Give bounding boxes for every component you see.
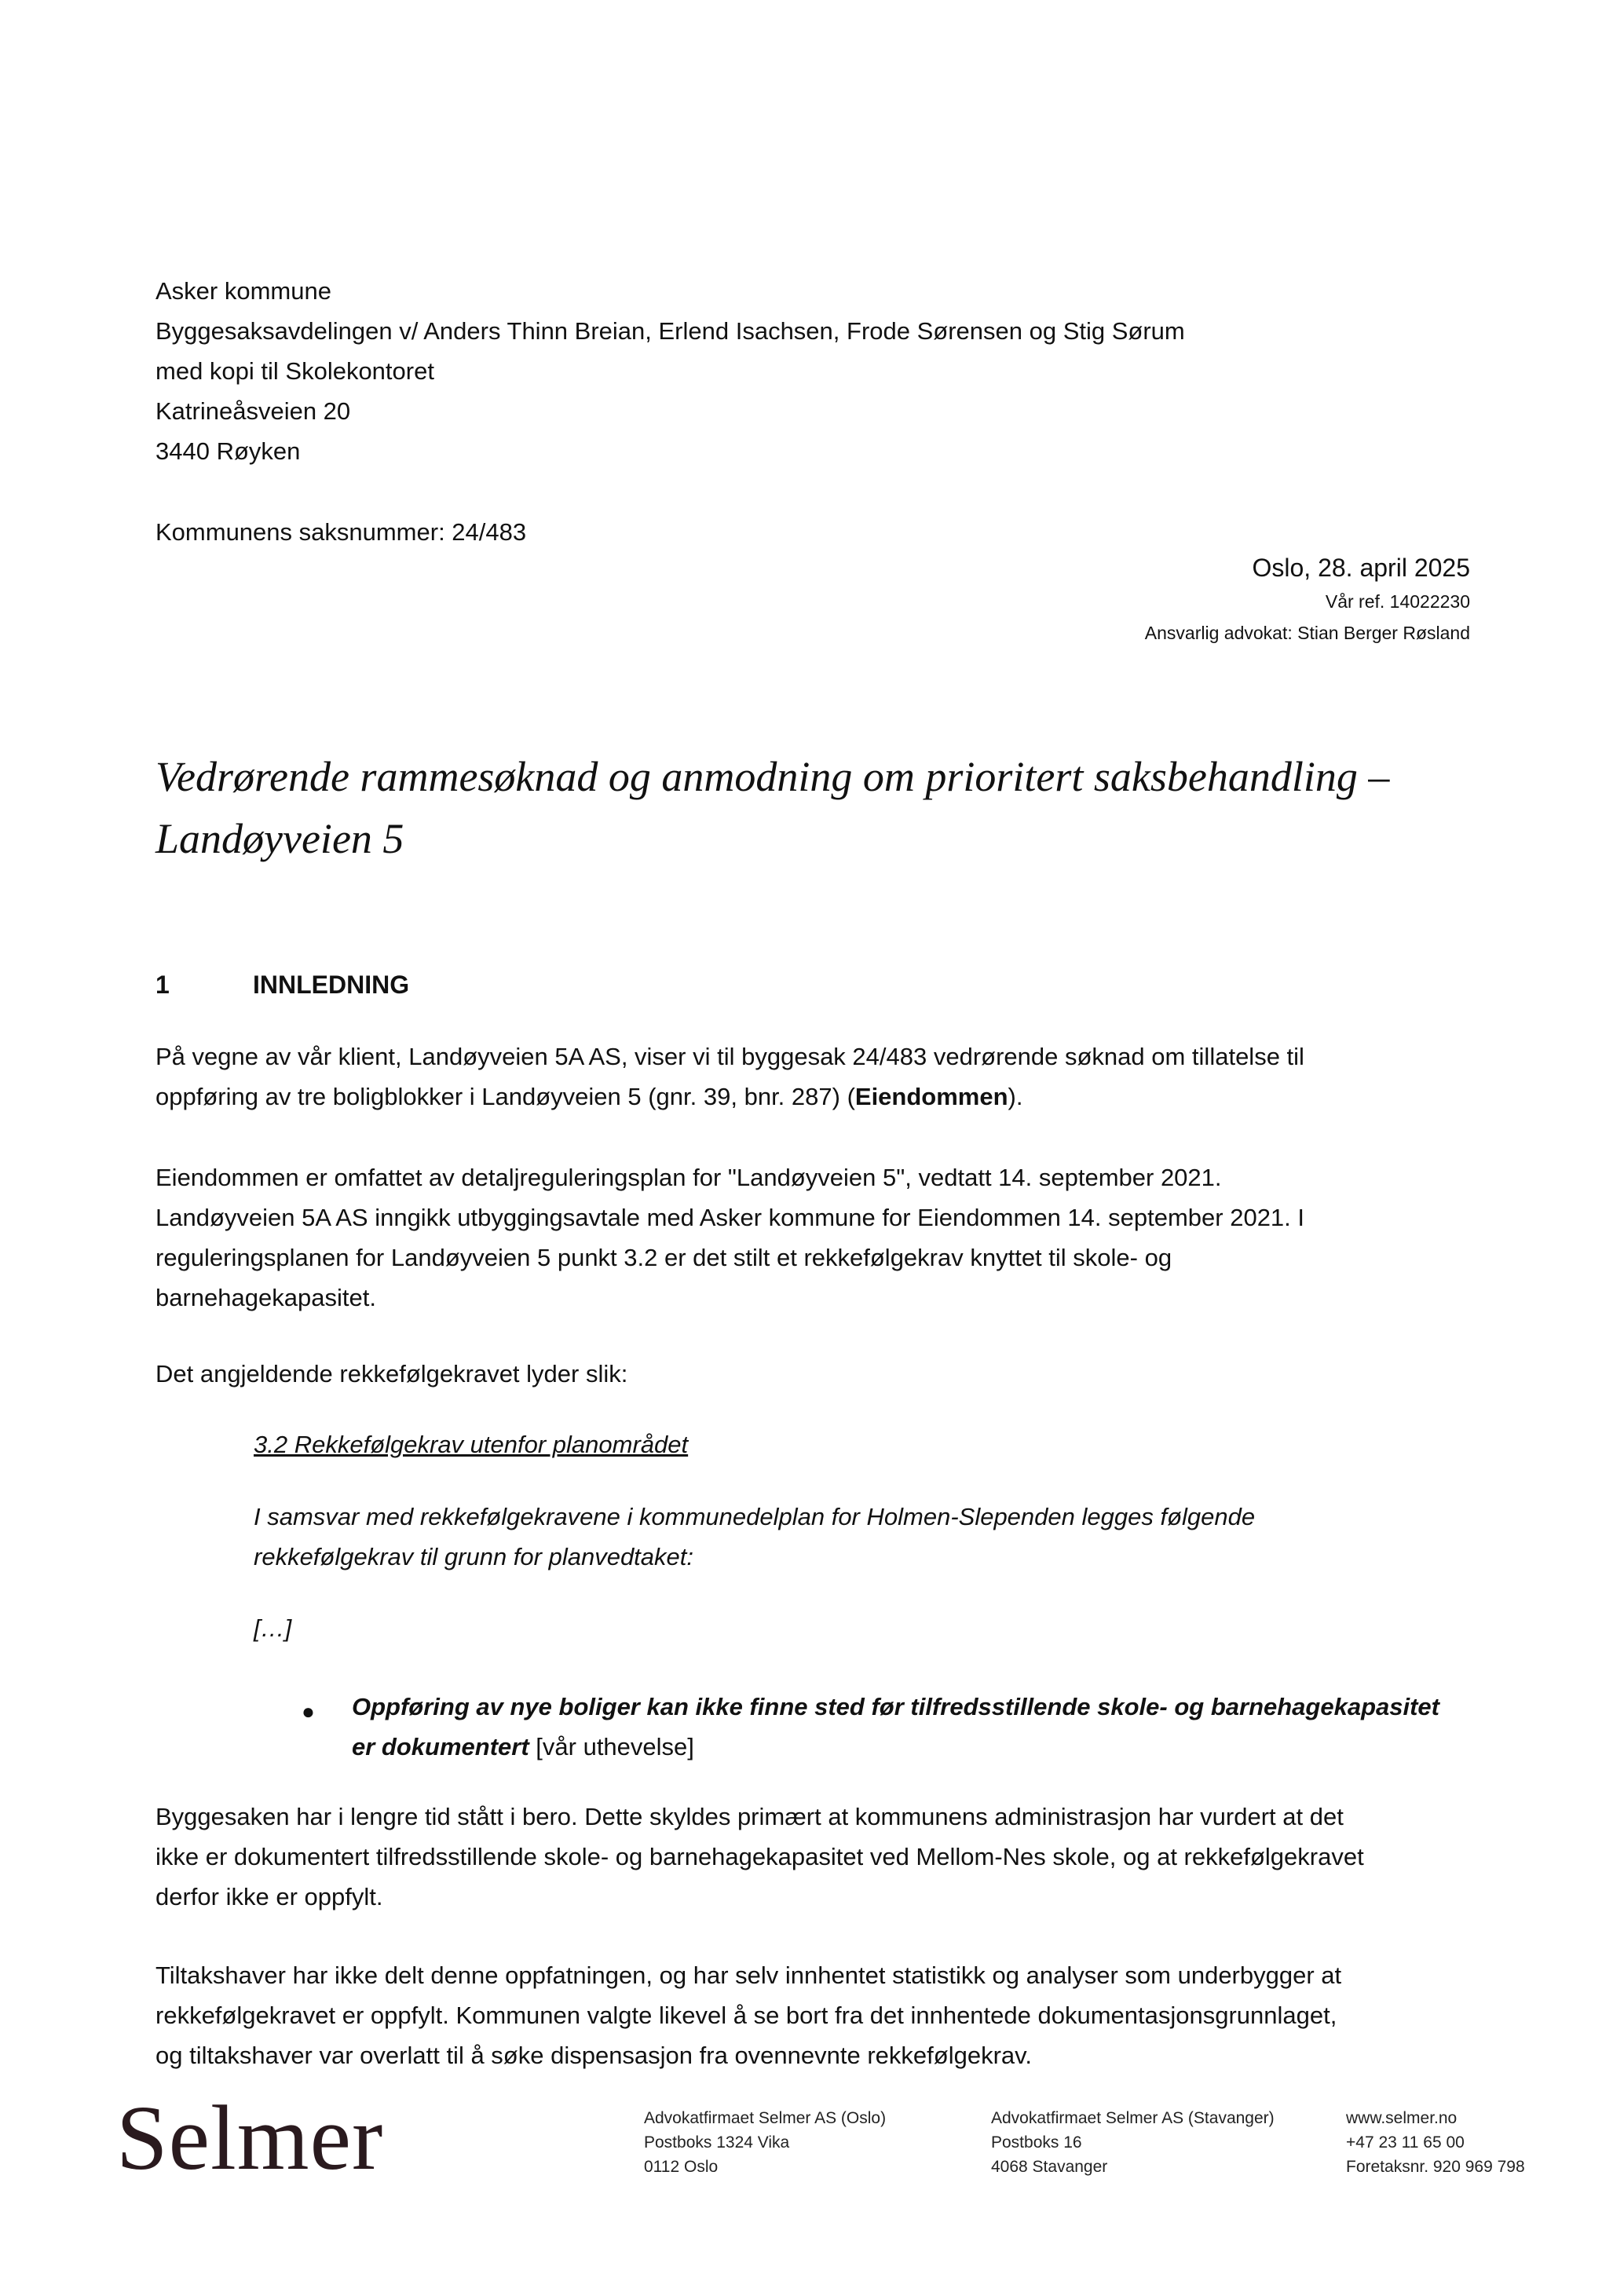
recipient-line: Katrineåsveien 20 [155,397,351,425]
footer-office-stavanger: Advokatfirmaet Selmer AS (Stavanger) Postboks 16 4068 Stavanger [991,2109,1275,2176]
footer-phone: +47 23 11 65 00 [1346,2133,1465,2152]
paragraph-line: barnehagekapasitet. [155,1284,376,1311]
quote-line: rekkefølgekrav til grunn for planvedtaket: [254,1543,693,1570]
quote-bullet [352,1687,1439,1767]
bullet-line: Oppføring av nye boliger kan ikke finne sted før tilfredsstillende skole- og barnehagekapasitet [352,1693,1439,1720]
paragraph-line: derfor ikke er oppfylt. [155,1883,383,1910]
section-heading [155,971,409,1000]
dateline-block [1145,550,1470,649]
paragraph-case-status [155,1797,1483,1917]
recipient-line: 3440 Røyken [155,437,301,465]
recipient-line: med kopi til Skolekontoret [155,357,434,385]
quote-line: I samsvar med rekkefølgekravene i kommunedelplan for Holmen-Slependen legges følgende [254,1503,1256,1530]
paragraph-line: På vegne av vår klient, Landøyveien 5A AS, viser vi til byggesak 24/483 vedrørende søknad om tillatelse til [155,1043,1304,1070]
paragraph-line: ikke er dokumentert tilfredsstillende skole- og barnehagekapasitet ved Mellom-Nes skole, og at rekkefølgekravet [155,1843,1364,1870]
paragraph-line: og tiltakshaver var overlatt til å søke dispensasjon fra ovennevnte rekkefølgekrav. [155,2042,1032,2069]
bullet-icon: ● [302,1699,315,1724]
recipient-line: Asker kommune [155,277,331,305]
defined-term: Eiendommen [854,1083,1008,1110]
quote-heading [254,1424,688,1464]
section-number: 1 [155,971,170,999]
paragraph-intro [155,1036,1483,1117]
section-title: INNLEDNING [253,971,410,999]
paragraph-line: Landøyveien 5A AS inngikk utbyggingsavtale med Asker kommune for Eiendommen 14. september 2021. I [155,1204,1305,1231]
paragraph-line: rekkefølgekravet er oppfylt. Kommunen valgte likevel å se bort fra det innhentede dokumentasjonsgrunnlaget, [155,2002,1337,2029]
paragraph-line: oppføring av tre boligblokker i Landøyveien 5 (gnr. 39, bnr. 287) (Eiendommen). [155,1083,1023,1110]
paragraph-line: Det angjeldende rekkefølgekravet lyder slik: [155,1360,628,1387]
paragraph-line: Tiltakshaver har ikke delt denne oppfatningen, og har selv innhentet statistikk og analyser som underbygger at [155,1961,1342,1989]
paragraph-line: Byggesaken har i lengre tid stått i bero. Dette skyldes primært at kommunens administrasjon har vurdert at det [155,1803,1344,1830]
selmer-logo: Selmer [116,2086,384,2189]
paragraph-requirement-intro [155,1354,1483,1394]
paragraph-line: reguleringsplanen for Landøyveien 5 punkt 3.2 er det stilt et rekkefølgekrav knyttet til skole- og [155,1244,1172,1271]
quote-body [254,1497,1255,1577]
bullet-line: er dokumentert [vår uthevelse] [352,1733,694,1760]
recipient-address [155,271,1185,471]
our-reference: Vår ref. 14022230 [1325,591,1470,612]
paragraph-developer [155,1955,1483,2075]
recipient-line: Byggesaksavdelingen v/ Anders Thinn Breian, Erlend Isachsen, Frode Sørensen og Stig Sørum [155,317,1185,345]
footer-contact [1346,2106,1525,2179]
paragraph-line: Eiendommen er omfattet av detaljreguleringsplan for "Landøyveien 5", vedtatt 14. september 2021. [155,1164,1222,1191]
footer-website: www.selmer.no [1346,2109,1458,2127]
letter-date: Oslo, 28. april 2025 [1252,554,1470,582]
letter-title: Vedrørende rammesøknad og anmodning om prioritert saksbehandling – Landøyveien 5 [155,753,1390,862]
paragraph-property [155,1157,1483,1318]
footer-orgno: Foretaksnr. 920 969 798 [1346,2158,1525,2176]
responsible-lawyer: Ansvarlig advokat: Stian Berger Røsland [1144,623,1470,643]
quote-title: 3.2 Rekkefølgekrav utenfor planområdet [254,1431,689,1458]
case-number: Kommunens saksnummer: 24/483 [155,518,527,546]
footer-office-oslo: Advokatfirmaet Selmer AS (Oslo) Postboks 1324 Vika 0112 Oslo [644,2109,887,2176]
quote-ellipsis: […] [254,1614,292,1642]
